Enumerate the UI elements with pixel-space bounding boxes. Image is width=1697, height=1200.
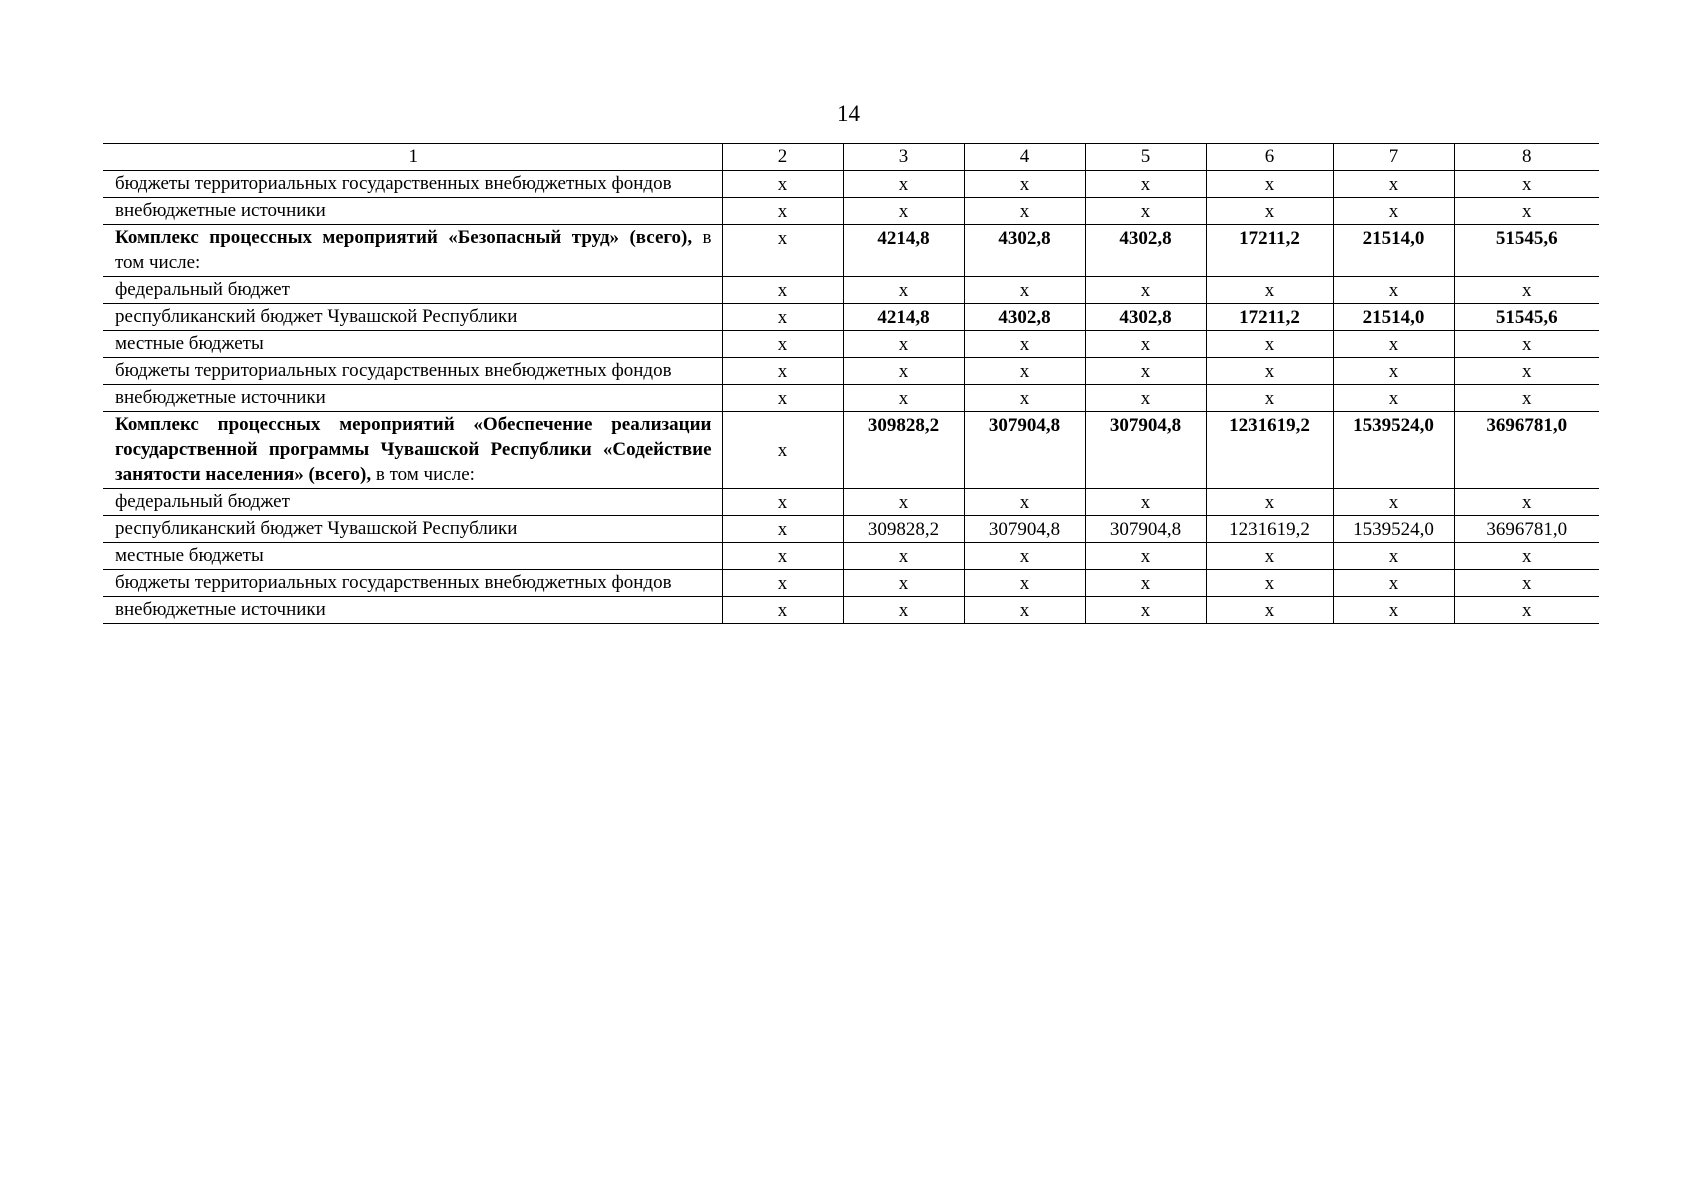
row-label: местные бюджеты: [103, 331, 722, 358]
column-header: 6: [1206, 144, 1333, 171]
row-label: местные бюджеты: [103, 543, 722, 570]
table-row-section-total: [103, 225, 1599, 277]
column-header: 8: [1454, 144, 1599, 171]
table-cell: х: [1454, 358, 1599, 385]
table-cell: х: [722, 385, 843, 412]
table-cell: 4302,8: [964, 304, 1085, 331]
table-cell: х: [722, 331, 843, 358]
table-cell: х: [1454, 543, 1599, 570]
table-cell: х: [964, 543, 1085, 570]
table-cell: х: [1333, 543, 1454, 570]
table-cell: х: [1206, 489, 1333, 516]
row-label-suffix: в том числе:: [371, 464, 475, 485]
table-cell: х: [964, 489, 1085, 516]
table-row: [103, 171, 1599, 198]
table-cell: х: [843, 277, 964, 304]
table-cell: х: [1085, 358, 1206, 385]
table-cell: 1539524,0: [1333, 516, 1454, 543]
column-header: 1: [103, 144, 722, 171]
table-cell: 4302,8: [1085, 225, 1206, 277]
table-cell: 51545,6: [1454, 225, 1599, 277]
table-cell: х: [1206, 358, 1333, 385]
column-header: 7: [1333, 144, 1454, 171]
row-label: республиканский бюджет Чувашской Республики: [103, 516, 722, 543]
table-cell: х: [1333, 198, 1454, 225]
table-cell: х: [722, 277, 843, 304]
table-cell: х: [1333, 277, 1454, 304]
table-cell: х: [1454, 171, 1599, 198]
table-row: [103, 198, 1599, 225]
table-cell: х: [964, 597, 1085, 624]
table-cell: 4302,8: [964, 225, 1085, 277]
table-cell: 307904,8: [964, 516, 1085, 543]
table-row: [103, 304, 1599, 331]
column-header: 4: [964, 144, 1085, 171]
table-cell: х: [1085, 171, 1206, 198]
row-label: федеральный бюджет: [103, 489, 722, 516]
table-cell: х: [843, 543, 964, 570]
table-cell: х: [964, 385, 1085, 412]
table-cell: 21514,0: [1333, 225, 1454, 277]
table-cell: 1539524,0: [1333, 412, 1454, 489]
table-cell: 3696781,0: [1454, 412, 1599, 489]
table-cell: 309828,2: [843, 412, 964, 489]
table-cell: х: [722, 489, 843, 516]
table-cell: х: [722, 171, 843, 198]
table-cell: х: [964, 331, 1085, 358]
table-cell: х: [1454, 385, 1599, 412]
table-cell: х: [843, 489, 964, 516]
table-cell: х: [1333, 171, 1454, 198]
table-cell: х: [1085, 543, 1206, 570]
table-cell: х: [1206, 543, 1333, 570]
table-cell: 17211,2: [1206, 225, 1333, 277]
table-cell: 21514,0: [1333, 304, 1454, 331]
header-row: [103, 144, 1599, 171]
table-row: [103, 516, 1599, 543]
table-cell: х: [964, 171, 1085, 198]
table-cell: х: [1206, 277, 1333, 304]
row-label: [103, 412, 722, 489]
row-label: [103, 225, 722, 277]
table-cell: х: [722, 225, 843, 277]
row-label: внебюджетные источники: [103, 385, 722, 412]
table-cell: 307904,8: [964, 412, 1085, 489]
table-row: [103, 570, 1599, 597]
table-cell: х: [722, 412, 843, 489]
table-cell: х: [1206, 597, 1333, 624]
table-cell: 1231619,2: [1206, 516, 1333, 543]
table-cell: 17211,2: [1206, 304, 1333, 331]
table-cell: х: [1333, 385, 1454, 412]
table-cell: х: [722, 570, 843, 597]
table-cell: х: [722, 543, 843, 570]
table-cell: х: [843, 597, 964, 624]
table-cell: х: [722, 516, 843, 543]
table-row: [103, 277, 1599, 304]
page-number: 14: [837, 101, 860, 126]
table-cell: х: [964, 570, 1085, 597]
table-row: [103, 543, 1599, 570]
table-cell: х: [843, 198, 964, 225]
table-cell: х: [1206, 385, 1333, 412]
table-cell: х: [722, 597, 843, 624]
table-cell: х: [1454, 331, 1599, 358]
table-cell: х: [964, 198, 1085, 225]
table-cell: х: [1454, 198, 1599, 225]
row-label: внебюджетные источники: [103, 198, 722, 225]
table-cell: 309828,2: [843, 516, 964, 543]
table-row: [103, 358, 1599, 385]
table-cell: х: [1085, 198, 1206, 225]
table-cell: 4302,8: [1085, 304, 1206, 331]
table-cell: х: [1206, 171, 1333, 198]
row-label: федеральный бюджет: [103, 277, 722, 304]
table-cell: х: [1333, 331, 1454, 358]
table-cell: х: [1206, 570, 1333, 597]
table-cell: 307904,8: [1085, 516, 1206, 543]
row-label: бюджеты территориальных государственных внебюджетных фондов: [103, 358, 722, 385]
row-label: внебюджетные источники: [103, 597, 722, 624]
row-label: бюджеты территориальных государственных внебюджетных фондов: [103, 570, 722, 597]
table-cell: х: [1333, 358, 1454, 385]
table-cell: х: [843, 331, 964, 358]
column-header: 3: [843, 144, 964, 171]
table-cell: х: [1085, 597, 1206, 624]
table-cell: х: [1454, 597, 1599, 624]
column-header: 2: [722, 144, 843, 171]
table-cell: х: [722, 358, 843, 385]
table-cell: 4214,8: [843, 225, 964, 277]
table-cell: х: [964, 277, 1085, 304]
table-cell: х: [722, 304, 843, 331]
table-cell: 51545,6: [1454, 304, 1599, 331]
table-cell: х: [1206, 198, 1333, 225]
table-cell: х: [1454, 277, 1599, 304]
row-label: бюджеты территориальных государственных внебюджетных фондов: [103, 171, 722, 198]
table-cell: х: [1085, 489, 1206, 516]
table-cell: х: [843, 385, 964, 412]
table-cell: х: [1085, 570, 1206, 597]
row-label-bold: Комплекс процессных мероприятий «Безопасный труд» (всего),: [115, 227, 693, 248]
table-cell: х: [964, 358, 1085, 385]
table-cell: х: [1085, 277, 1206, 304]
table-cell: 4214,8: [843, 304, 964, 331]
table-cell: 307904,8: [1085, 412, 1206, 489]
table-cell: х: [1333, 570, 1454, 597]
row-label: республиканский бюджет Чувашской Республики: [103, 304, 722, 331]
table-cell: х: [843, 570, 964, 597]
table-row: [103, 489, 1599, 516]
row-label-suffix: в том числе:: [115, 227, 712, 273]
table-cell: х: [843, 358, 964, 385]
table-cell: 1231619,2: [1206, 412, 1333, 489]
table-row: [103, 331, 1599, 358]
table-cell: х: [1454, 570, 1599, 597]
table-row-section-total: [103, 412, 1599, 489]
table-cell: х: [1085, 385, 1206, 412]
table-cell: х: [1333, 489, 1454, 516]
table-cell: х: [1085, 331, 1206, 358]
table-cell: х: [1206, 331, 1333, 358]
column-header: 5: [1085, 144, 1206, 171]
budget-table: [103, 143, 1599, 624]
table-cell: х: [1454, 489, 1599, 516]
table-row: [103, 597, 1599, 624]
table-cell: х: [1333, 597, 1454, 624]
table-cell: х: [722, 198, 843, 225]
table-cell: 3696781,0: [1454, 516, 1599, 543]
row-label-bold: Комплекс процессных мероприятий «Обеспечение реализации государственной программы Чувашской Республики «Содействие занятости населения» (всего),: [115, 414, 712, 485]
table-cell: х: [843, 171, 964, 198]
table-row: [103, 385, 1599, 412]
